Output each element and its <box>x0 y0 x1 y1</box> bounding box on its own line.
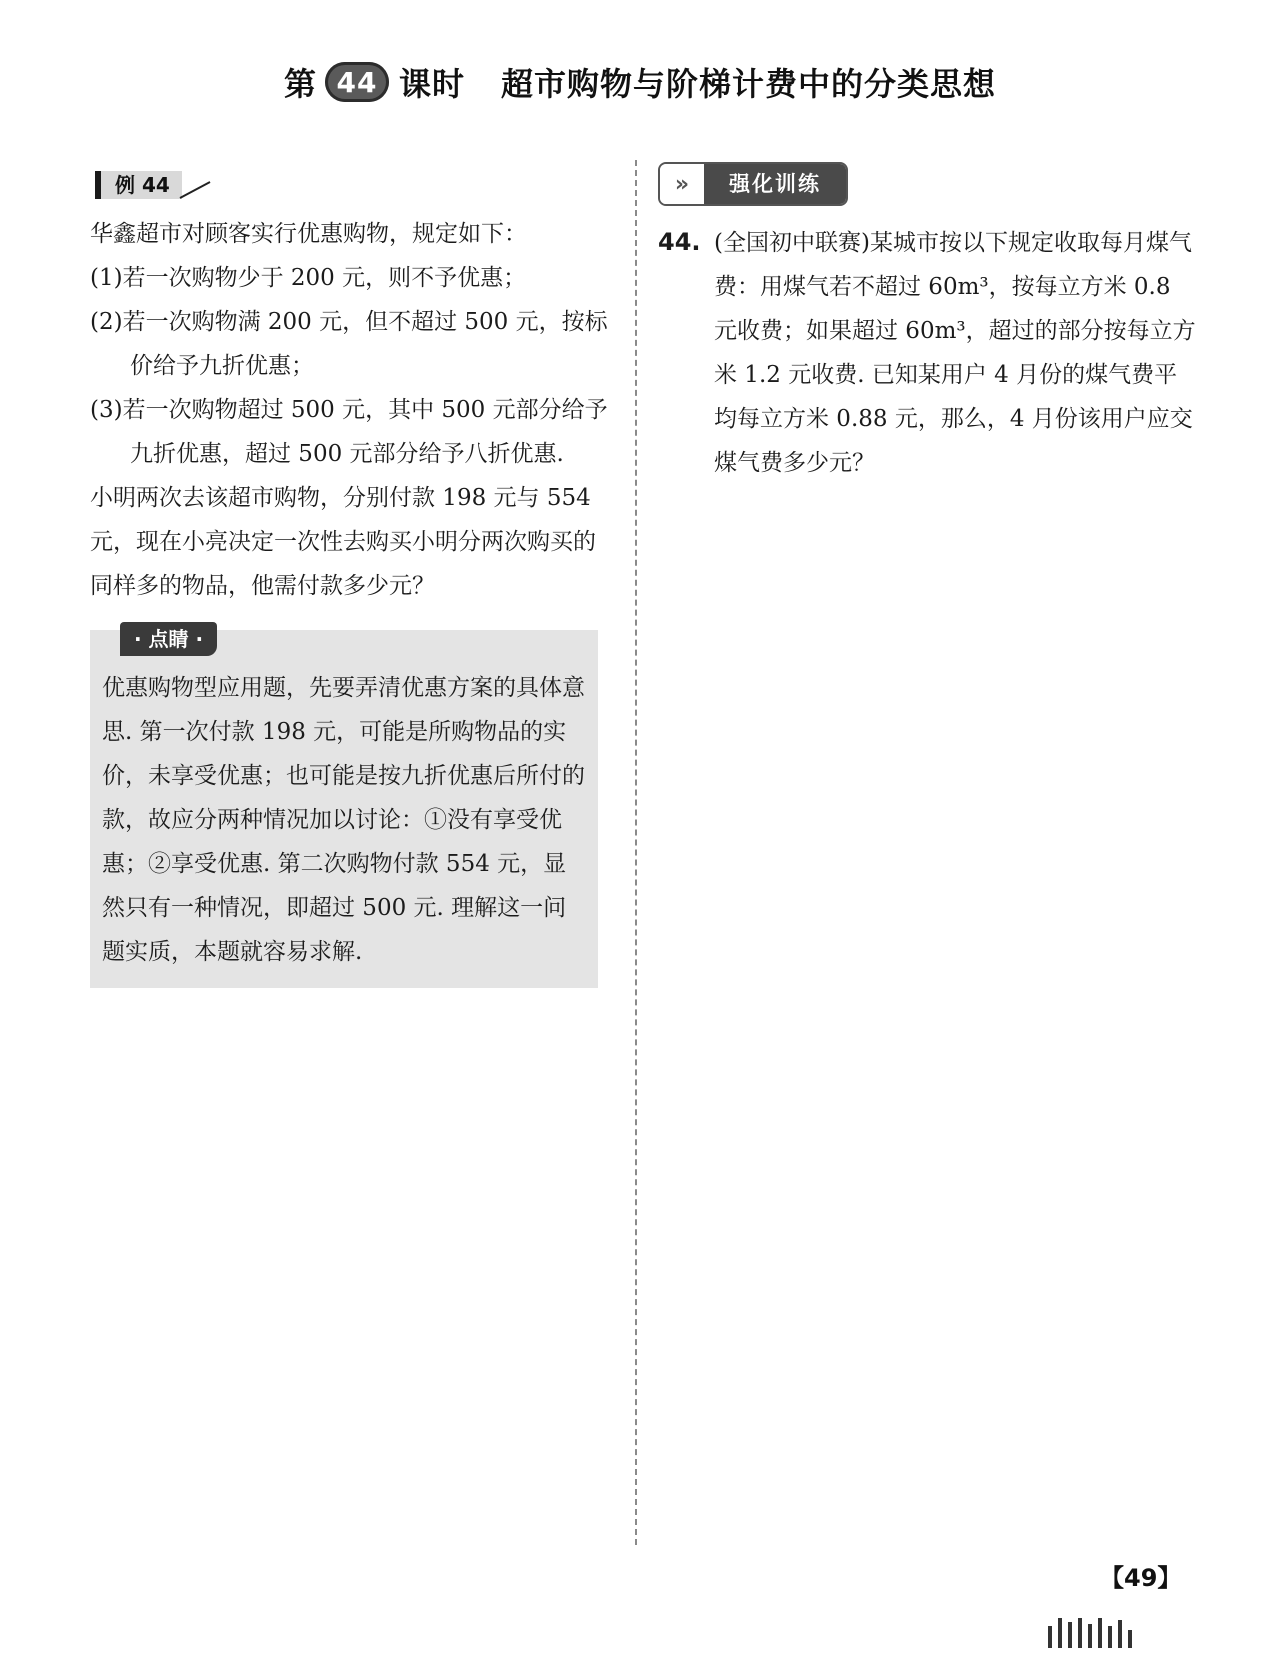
training-problem <box>658 220 1198 485</box>
title-prefix: 第 <box>283 65 317 103</box>
example-intro: 华鑫超市对顾客实行优惠购物，规定如下： <box>90 221 527 247</box>
title-suffix: 课时 <box>398 65 465 103</box>
training-section <box>658 162 1198 508</box>
problem-number: 44. <box>658 228 701 256</box>
page-title <box>0 52 1280 112</box>
double-chevron-icon: » <box>660 164 704 204</box>
example-rule-3: (3)若一次购物超过 500 元，其中 500 元部分给予九折优惠，超过 500 元部分给予八折优惠. <box>90 397 608 467</box>
example-rule-1: (1)若一次购物少于 200 元，则不予优惠； <box>90 265 527 291</box>
tip-box <box>90 627 598 988</box>
example-section <box>90 170 610 988</box>
example-tag <box>95 170 610 200</box>
tip-text: 优惠购物型应用题，先要弄清优惠方案的具体意思. 第一次付款 198 元，可能是所购物品的实价，未享受优惠；也可能是按九折优惠后所付的款，故应分两种情况加以讨论：①没有享受优惠；②享受优惠. 第二次购物付款 554 元，显然只有一种情况，即超过 500 元. 理解这一问题实质，本题就容易求解. <box>102 675 585 965</box>
training-label: 强化训练 <box>704 164 846 204</box>
tip-label: · 点睛 · <box>120 622 217 656</box>
training-tag <box>658 162 848 206</box>
lesson-number-badge: 44 <box>325 62 389 102</box>
pen-icon <box>179 181 210 199</box>
problem-text: (全国初中联赛)某城市按以下规定收取每月煤气费：用煤气若不超过 60m³，按每立方米 0.8 元收费；如果超过 60m³，超过的部分按每立方米 1.2 元收费. 已知某用户 4 月份的煤气费平均每立方米 0.88 元，那么，4 月份该用户应交煤气费多少元？ <box>714 230 1196 476</box>
example-rule-2: (2)若一次购物满 200 元，但不超过 500 元，按标价给予九折优惠； <box>90 309 608 379</box>
title-topic: 超市购物与阶梯计费中的分类思想 <box>501 65 997 103</box>
edge-marks <box>1048 1618 1132 1648</box>
example-question: 小明两次去该超市购物，分别付款 198 元与 554 元，现在小亮决定一次性去购买小明分两次购买的同样多的物品，他需付款多少元？ <box>90 485 596 599</box>
example-label: 例 44 <box>101 171 182 199</box>
column-divider <box>635 160 637 1545</box>
page-number-value: 49 <box>1124 1564 1158 1592</box>
page-number: 【49】 <box>1100 1564 1182 1592</box>
